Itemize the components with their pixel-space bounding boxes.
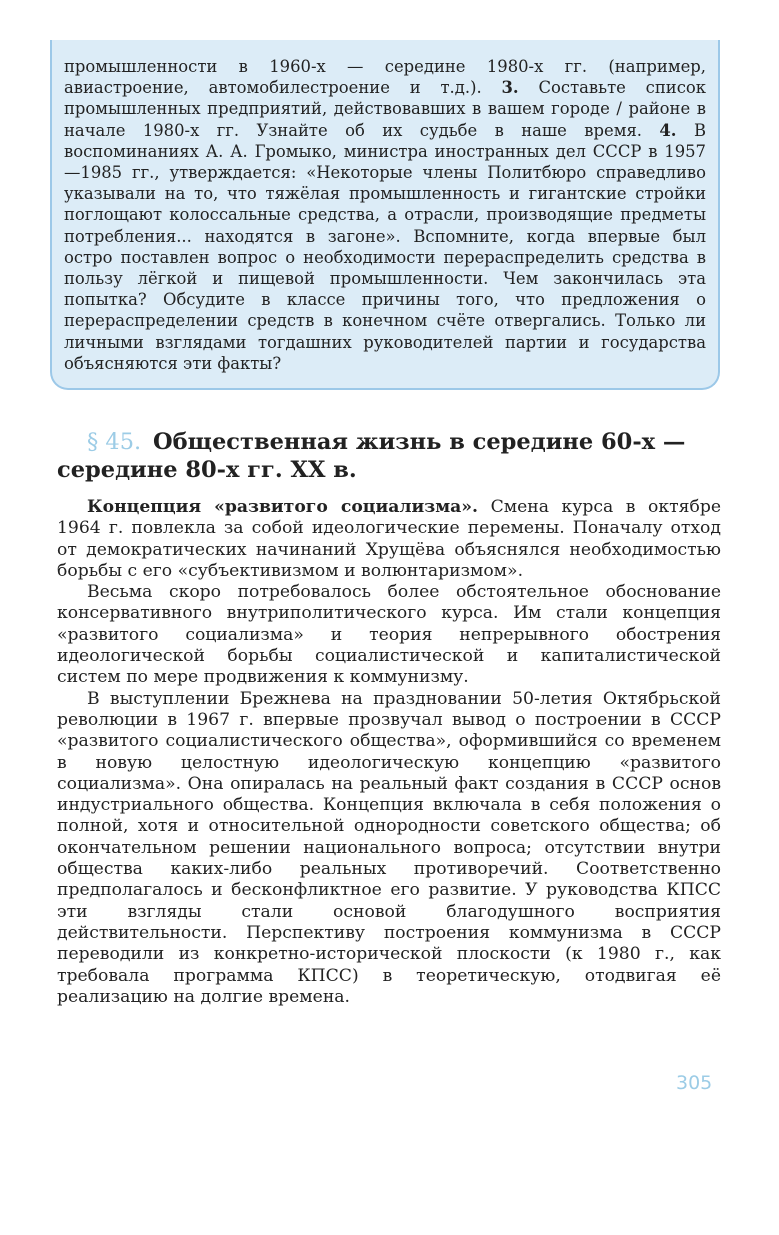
subheading-developed-socialism: Концепция «развитого социализма».: [87, 497, 478, 517]
section-title: Общественная жизнь в середине 60-х — середине 80-х гг. XX в.: [57, 429, 686, 483]
questions-text: [64, 56, 706, 374]
section-heading: [57, 428, 737, 484]
questions-box: [50, 40, 720, 390]
questions-lead: промышленности в 1960-х — середине 1980-х гг. (например, авиастроение, автомобилестроение и т.д.).: [64, 57, 706, 98]
paragraph-1: [57, 497, 721, 582]
question-4-number: 4.: [659, 120, 677, 140]
question-3-number: 3.: [501, 78, 519, 98]
paragraph-2: Весьма скоро потребовалось более обстоятельное обоснование консервативного внутриполитического курса. Им стали концепция «развитого социализма» и теория непрерывного обострения идеологической борьбы социалистической и капиталистической систем по мере продвижения к коммунизму.: [57, 582, 721, 688]
section-body: [57, 497, 721, 1008]
paragraph-1-text: Смена курса в октябре 1964 г. повлекла за собой идеологические перемены. Поначалу отход от демократических начинаний Хрущёва объяснялся необходимостью борьбы с его «субъективизмом и волюнтаризмом».: [57, 497, 721, 581]
section-number: § 45.: [87, 429, 142, 455]
question-3-text: Составьте список промышленных предприятий, действовавших в вашем городе / районе в начале 1980-х гг. Узнайте об их судьбе в наше время.: [64, 78, 706, 140]
page-number: 305: [676, 1072, 713, 1094]
question-4-text: В воспоминаниях А. А. Громыко, министра иностранных дел СССР в 1957—1985 гг., утверждается: «Некоторые члены Политбюро справедливо указывали на то, что тяжёлая промышленность и гигантские стройки поглощают колоссальные средства, а отрасли, производящие предметы потребления... находятся в загоне». Вспомните, когда впервые был остро поставлен вопрос о необходимости перераспределить средства в пользу лёгкой и пищевой промышленности. Чем закончилась эта попытка? Обсудите в классе причины того, что предложения о перераспределении средств в конечном счёте отвергались. Только ли личными взглядами тогдашних руководителей партии и государства объясняются эти факты?: [64, 120, 706, 373]
paragraph-3: В выступлении Брежнева на праздновании 50-летия Октябрьской революции в 1967 г. впервые прозвучал вывод о построении в СССР «развитого социалистического общества», оформившийся со временем в новую целостную идеологическую концепцию «развитого социализма». Она опиралась на реальный факт создания в СССР основ индустриального общества. Концепция включала в себя положения о полной, хотя и относительной однородности советского общества; об окончательном решении национального вопроса; отсутствии внутри общества каких-либо реальных противоречий. Соответственно предполагалось и бесконфликтное его развитие. У руководства КПСС эти взгляды стали основой благодушного восприятия действительности. Перспективу построения коммунизма в СССР переводили из конкретно-исторической плоскости (к 1980 г., как требовала программа КПСС) в теоретическую, отодвигая её реализацию на долгие времена.: [57, 688, 721, 1007]
